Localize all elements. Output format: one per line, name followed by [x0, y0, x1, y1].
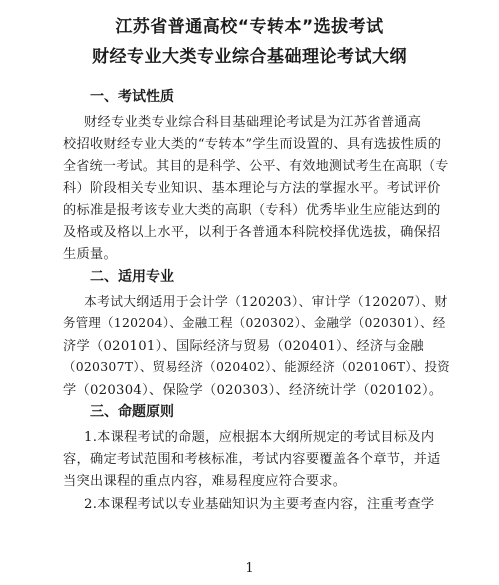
paragraph-line: 生质量。	[63, 247, 117, 262]
section-heading-majors: 二、适用专业	[90, 269, 174, 285]
paragraph-line: 2.本课程考试以专业基础知识为主要考查内容，注重考查学	[84, 497, 435, 512]
paragraph-line: 务管理（120204）、金融工程（020302）、金融学（020301）、经	[63, 315, 446, 330]
paragraph-line: 容，确定考试范围和考核标准，考试内容要覆盖各个章节，并适	[63, 452, 441, 467]
page-number: 1	[245, 561, 254, 576]
paragraph-line: 本考试大纲适用于会计学（120203）、审计学（120207）、财	[84, 295, 448, 310]
paragraph-line: 科）阶段相关专业知识、基本理论与方法的掌握水平。考试评价	[63, 181, 441, 196]
paragraph-line: （020307T）、贸易经济（020402）、能源经济（020106T）、投资	[63, 359, 450, 374]
paragraph-line: 济学（020101）、国际经济与贸易（020401）、经济与金融	[63, 339, 424, 354]
paragraph-line: 财经专业类专业综合科目基础理论考试是为江苏省普通高	[84, 115, 422, 130]
section-heading-nature: 一、考试性质	[90, 89, 174, 105]
paragraph-line: 学（020304）、保险学（020303）、经济统计学（020102）。	[63, 383, 443, 398]
paragraph-line: 校招收财经专业大类的“专转本”学生而设置的、具有选拔性质的	[63, 137, 442, 152]
paragraph-line: 当突出课程的重点内容，难易程度应符合要求。	[63, 474, 347, 489]
document-title-line-2: 财经专业大类专业综合基础理论考试大纲	[92, 47, 407, 67]
paragraph-line: 的标准是报考该专业大类的高职（专科）优秀毕业生应能达到的	[63, 203, 441, 218]
paragraph-line: 全省统一考试。其目的是科学、公平、有效地测试考生在高职（专	[63, 159, 449, 174]
section-heading-principles: 三、命题原则	[90, 404, 174, 420]
paragraph-line: 及格或及格以上水平，以利于各普通本科院校择优选拔，确保招	[63, 225, 441, 240]
paragraph-line: 1.本课程考试的命题，应根据本大纲所规定的考试目标及内	[84, 430, 435, 445]
document-title-line-1: 江苏省普通高校“专转本”选拔考试	[115, 17, 384, 37]
